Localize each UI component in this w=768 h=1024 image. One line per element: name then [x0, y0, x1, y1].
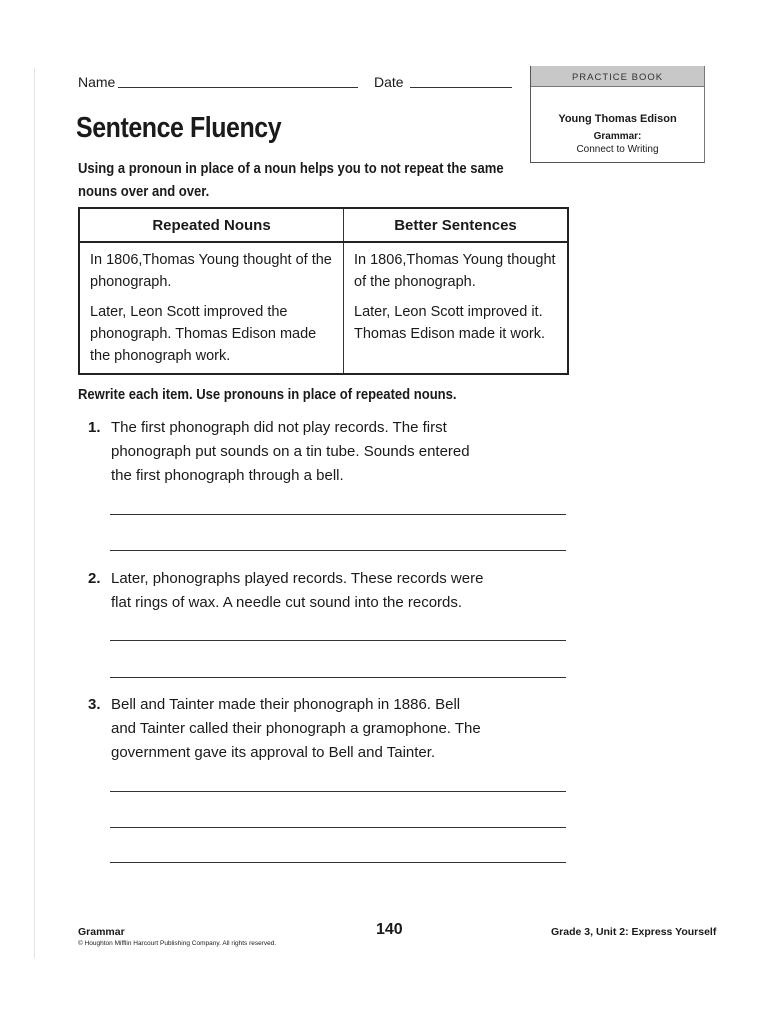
page-edge	[34, 68, 35, 958]
better-example-2: Later, Leon Scott improved it. Thomas Edison made it work.	[354, 304, 545, 342]
copyright-notice: © Houghton Mifflin Harcourt Publishing Company. All rights reserved.	[78, 940, 277, 947]
exercise-item-3	[88, 693, 568, 765]
name-label: Name	[78, 74, 116, 90]
practice-book-label: PRACTICE BOOK	[571, 72, 664, 83]
lesson-title: Young Thomas Edison	[558, 113, 677, 125]
page-number: 140	[376, 921, 403, 938]
repeated-nouns-cell	[79, 242, 344, 374]
item-line: Later, phonographs played records. These records were	[111, 570, 484, 587]
date-blank[interactable]	[410, 87, 512, 88]
item-number: 1.	[88, 419, 101, 436]
item-number: 3.	[88, 696, 101, 713]
instructions: Rewrite each item. Use pronouns in place of repeated nouns.	[78, 387, 457, 403]
table-row	[79, 242, 568, 374]
answer-line[interactable]	[110, 862, 566, 863]
answer-line[interactable]	[110, 827, 566, 828]
header-repeated-nouns: Repeated Nouns	[79, 208, 344, 242]
header-better-sentences: Better Sentences	[344, 208, 569, 242]
footer-unit: Grade 3, Unit 2: Express Yourself	[551, 926, 717, 938]
repeated-example-2: Later, Leon Scott improved the phonograph. Thomas Edison made the phonograph work.	[90, 304, 317, 364]
subskill-label: Connect to Writing	[576, 144, 659, 155]
name-blank[interactable]	[118, 87, 358, 88]
item-line: the first phonograph through a bell.	[111, 467, 344, 484]
item-line: phonograph put sounds on a tin tube. Sounds entered	[111, 443, 470, 460]
item-line: and Tainter called their phonograph a gramophone. The	[111, 720, 481, 737]
answer-line[interactable]	[110, 791, 566, 792]
exercise-item-2	[88, 567, 568, 615]
practice-book-box	[530, 66, 705, 163]
better-example-1: In 1806,Thomas Young thought of the phonograph.	[354, 252, 556, 290]
answer-line[interactable]	[110, 640, 566, 641]
item-line: flat rings of wax. A needle cut sound into the records.	[111, 594, 463, 611]
page-title: Sentence Fluency	[76, 112, 282, 144]
table-header-row	[79, 208, 568, 242]
repeated-example-1: In 1806,Thomas Young thought of the phonograph.	[90, 252, 332, 290]
item-number: 2.	[88, 570, 101, 587]
item-line: Bell and Tainter made their phonograph in 1886. Bell	[111, 696, 461, 713]
skill-label: Grammar:	[593, 131, 642, 142]
intro-text: Using a pronoun in place of a noun helps you to not repeat the same nouns over and over.	[78, 161, 504, 200]
item-line: government gave its approval to Bell and Tainter.	[111, 744, 436, 761]
answer-line[interactable]	[110, 514, 566, 515]
footer-subject: Grammar	[78, 926, 125, 938]
better-sentences-cell	[344, 242, 569, 374]
date-label: Date	[374, 74, 404, 90]
answer-line[interactable]	[110, 677, 566, 678]
item-line: The first phonograph did not play records. The first	[111, 419, 447, 436]
answer-line[interactable]	[110, 550, 566, 551]
exercise-item-1	[88, 416, 568, 488]
example-table	[78, 207, 569, 375]
practice-book-band	[531, 66, 704, 87]
